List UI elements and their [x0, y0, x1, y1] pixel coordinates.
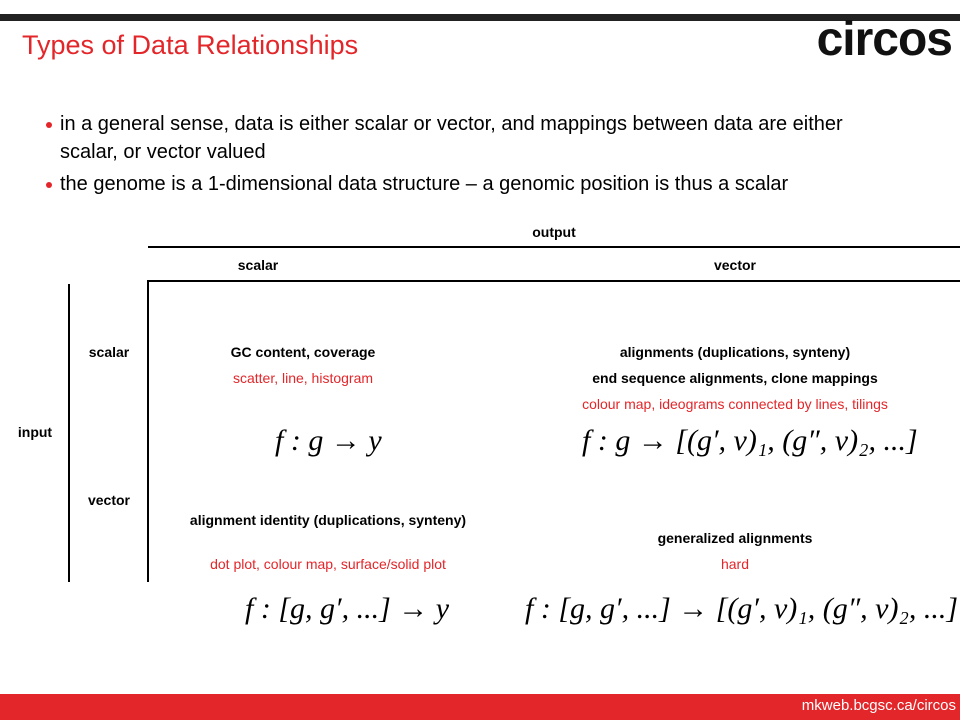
cell-scalar-scalar-plots: scatter, line, histogram	[232, 370, 374, 386]
cell-vector-scalar-title: alignment identity (duplications, synteny)	[189, 512, 467, 528]
cell-scalar-vector-title: alignments (duplications, synteny)	[619, 344, 851, 360]
formula-vector-scalar: f : [g, g′, ...] → y	[245, 592, 450, 625]
bullet-dot-icon	[46, 182, 52, 188]
bullet-text: the genome is a 1-dimensional data structure – a genomic position is thus a scalar	[60, 173, 789, 195]
footer-bar	[0, 694, 960, 720]
circos-logo: circos	[816, 13, 952, 66]
col-header-scalar: scalar	[237, 257, 279, 273]
formula-scalar-scalar: f : g → y	[275, 424, 382, 457]
formula-vector-vector: f : [g, g′, ...] → [(g′, v)₁, (g″, v)₂, ...]	[525, 592, 959, 625]
bullet-dot-icon	[46, 122, 52, 128]
cell-vector-scalar-plots: dot plot, colour map, surface/solid plot	[210, 556, 446, 572]
slide-title: Types of Data Relationships	[22, 30, 359, 60]
table-divider	[148, 246, 960, 248]
table-divider	[148, 280, 960, 282]
footer-url: mkweb.bcgsc.ca/circos	[801, 697, 956, 714]
bullet-item	[46, 110, 906, 166]
cell-vector-vector-title: generalized alignments	[657, 530, 813, 546]
output-header: output	[532, 224, 576, 240]
formula-scalar-vector: f : g → [(g′, v)₁, (g″, v)₂, ...]	[582, 424, 918, 457]
row-header-scalar: scalar	[88, 344, 130, 360]
table-divider	[68, 284, 70, 582]
row-header-input: input	[17, 424, 53, 440]
cell-scalar-vector-plots: colour map, ideograms connected by lines, tilings	[582, 396, 888, 412]
bullet-item	[46, 170, 906, 198]
col-header-vector: vector	[713, 257, 757, 273]
cell-vector-vector-plots: hard	[720, 556, 750, 572]
row-header-vector: vector	[87, 492, 131, 508]
cell-scalar-vector-title-2: end sequence alignments, clone mappings	[592, 370, 878, 386]
bullet-list	[46, 110, 906, 202]
table-divider	[147, 280, 149, 582]
cell-scalar-scalar-title: GC content, coverage	[230, 344, 376, 360]
bullet-text: in a general sense, data is either scalar or vector, and mappings between data are either scalar, or vector valued	[60, 113, 843, 163]
